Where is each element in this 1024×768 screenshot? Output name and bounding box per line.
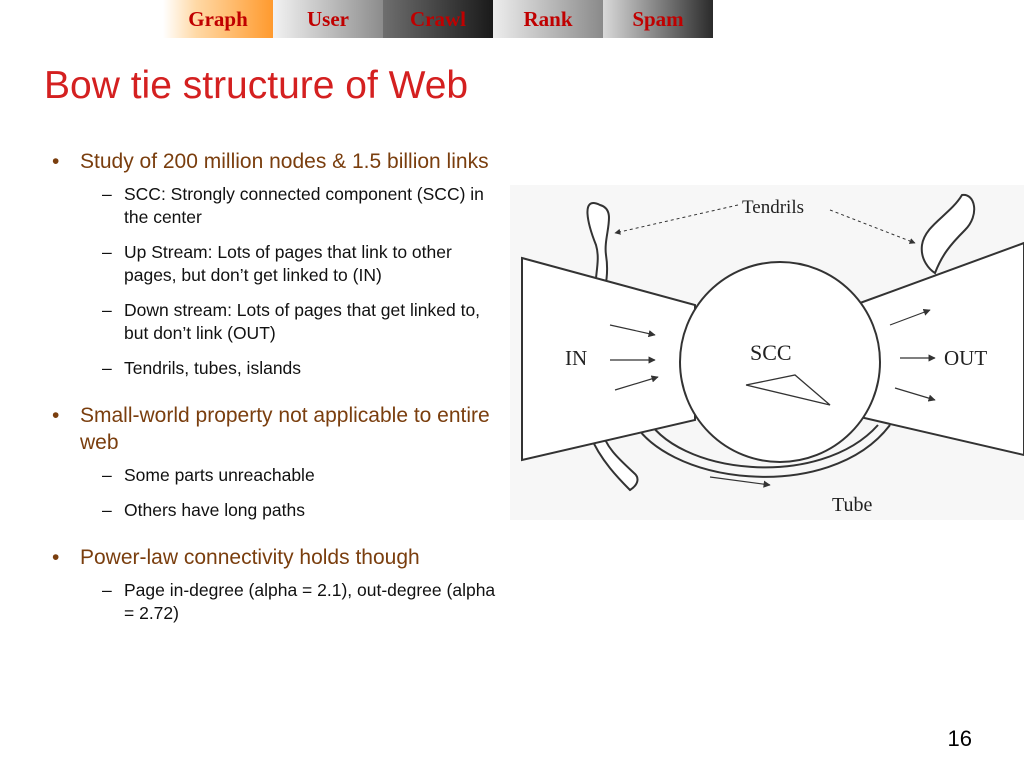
sub-bullet-text: Down stream: Lots of pages that get linked to, but don’t link (OUT) bbox=[124, 300, 481, 343]
bullet-text: Study of 200 million nodes & 1.5 billion links bbox=[80, 150, 489, 173]
sub-bullet-marker: – bbox=[102, 242, 112, 262]
sub-bullet-item bbox=[52, 241, 502, 287]
slide-title: Bow tie structure of Web bbox=[44, 64, 469, 107]
bullet-marker: • bbox=[52, 546, 60, 569]
bow-tie-diagram bbox=[510, 185, 1024, 520]
scc-label: SCC bbox=[750, 340, 792, 365]
tab-crawl[interactable]: Crawl bbox=[383, 0, 493, 38]
nav-tabs bbox=[163, 0, 713, 38]
bullet-item bbox=[52, 148, 502, 175]
out-label: OUT bbox=[944, 346, 988, 370]
sub-bullet-item bbox=[52, 299, 502, 345]
sub-bullet-marker: – bbox=[102, 358, 112, 378]
bullet-text: Small-world property not applicable to entire web bbox=[80, 404, 490, 454]
bullet-group bbox=[52, 402, 502, 522]
sub-bullet-text: Some parts unreachable bbox=[124, 465, 315, 485]
sub-bullet-item bbox=[52, 183, 502, 229]
bullet-group bbox=[52, 148, 502, 380]
sub-bullet-text: Page in-degree (alpha = 2.1), out-degree (alpha = 2.72) bbox=[124, 580, 496, 623]
sub-bullet-marker: – bbox=[102, 184, 112, 204]
sub-bullet-item bbox=[52, 464, 502, 487]
bullet-marker: • bbox=[52, 150, 60, 173]
tube-label: Tube bbox=[832, 494, 873, 516]
tendrils-label: Tendrils bbox=[742, 197, 804, 218]
bullet-marker: • bbox=[52, 404, 60, 427]
sub-bullet-marker: – bbox=[102, 465, 112, 485]
in-label: IN bbox=[565, 346, 588, 370]
bullet-group bbox=[52, 544, 502, 625]
sub-bullet-text: SCC: Strongly connected component (SCC) in the center bbox=[124, 184, 484, 227]
sub-bullet-marker: – bbox=[102, 500, 112, 520]
tab-user[interactable]: User bbox=[273, 0, 383, 38]
sub-bullet-item bbox=[52, 499, 502, 522]
sub-bullet-item bbox=[52, 579, 502, 625]
bullet-item bbox=[52, 402, 502, 456]
sub-bullet-text: Up Stream: Lots of pages that link to other pages, but don’t get linked to (IN) bbox=[124, 242, 452, 285]
sub-bullet-text: Tendrils, tubes, islands bbox=[124, 358, 302, 378]
bullet-text: Power-law connectivity holds though bbox=[80, 546, 420, 569]
sub-bullet-marker: – bbox=[102, 300, 112, 320]
bullet-item bbox=[52, 544, 502, 571]
tab-rank[interactable]: Rank bbox=[493, 0, 603, 38]
sub-bullet-text: Others have long paths bbox=[124, 500, 305, 520]
sub-bullet-marker: – bbox=[102, 580, 112, 600]
tab-spam[interactable]: Spam bbox=[603, 0, 713, 38]
page-number: 16 bbox=[947, 726, 972, 751]
tab-graph[interactable]: Graph bbox=[163, 0, 273, 38]
sub-bullet-item bbox=[52, 357, 502, 380]
bullet-list bbox=[52, 148, 502, 647]
